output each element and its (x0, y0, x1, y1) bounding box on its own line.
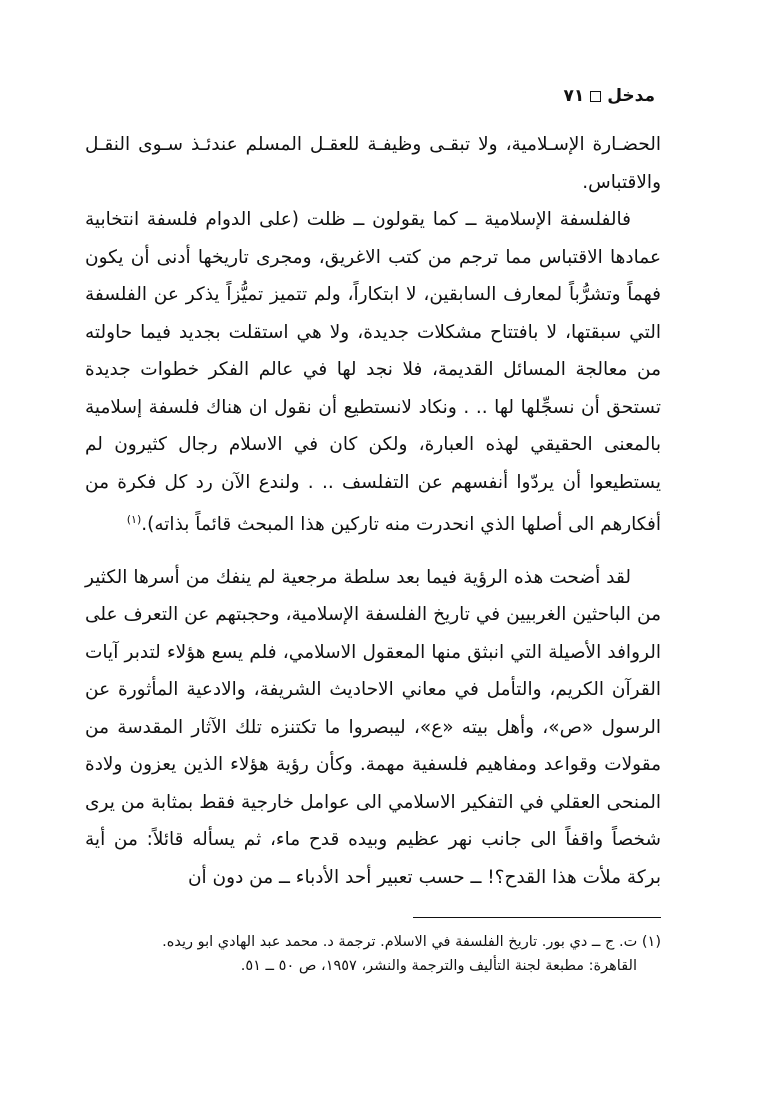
footnote-line-2: القاهرة: مطبعة لجنة التأليف والترجمة والنشر، ١٩٥٧، ص ٥٠ ــ ٥١. (240, 958, 637, 974)
footnote-divider (413, 917, 661, 918)
main-text (85, 126, 661, 896)
square-separator-icon (590, 91, 601, 102)
page-number: ٧١ (563, 86, 585, 106)
paragraph-text: فالفلسفة الإسلامية ــ كما يقولون ــ ظلت (على الدوام فلسفة انتخابية عمادها الاقتباس مما ترجم من كتب الاغريق، ومجرى تاريخها أدنى أن يكون فهماً وتشرُّباً لمعارف السابقين، لا ابتكاراً، ولم تتميز تميُّزاً يذكر عن الفلسفة التي سبقتها، لا بافتتاح مشكلات جديدة، ولا هي استقلت بجديد فيما حاولته من معالجة المسائل القديمة، فلا نجد لها في عالم الفكر خطوات جديدة تستحق أن نسجِّلها لها .. . ونكاد لانستطيع أن نقول ان هناك فلسفة إسلامية بالمعنى الحقيقي لهذه العبارة، ولكن كان في الاسلام رجال كثيرون لم يستطيعوا أن يردّوا أنفسهم عن التفلسف .. . ولندع الآن رد كل فكرة من أفكارهم الى أصلها الذي انحدرت منه تاركين هذا المبحث قائماً بذاته). (85, 209, 661, 536)
running-header (563, 86, 655, 106)
footnote-reference: (١) (126, 513, 142, 526)
paragraph-quote (85, 201, 661, 544)
paragraph: لقد أضحت هذه الرؤية فيما بعد سلطة مرجعية لم ينفك من أسرها الكثير من الباحثين الغربيين في تاريخ الفلسفة الإسلامية، وحجبتهم عن التعرف على الروافد الأصيلة التي انبثق منها المعقول الاسلامي، فلم يسع هؤلاء لتدبر آيات القرآن الكريم، والتأمل في معاني الاحاديث الشريفة، والادعية المأثورة عن الرسول «ص»، وأهل بيته «ع»، ليبصروا ما تكتنزه تلك الآثار المقدسة من مقولات وقواعد ومفاهيم فلسفية مهمة. وكأن رؤية هؤلاء الذين يعزون ولادة المنحى العقلي في التفكير الاسلامي الى عوامل خارجية فقط بمثابة من يرى شخصاً واقفاً الى جانب نهر عظيم وبيده قدح ماء، ثم يسأله قائلاً: من أية بركة ملأت هذا القدح؟! ــ حسب تعبير أحد الأدباء ــ من دون أن (85, 566, 661, 888)
paragraph: الحضـارة الإسـلامية، ولا تبقـى وظيفـة للعقـل المسلم عندئـذ سـوى النقـل والاقتباس. (85, 134, 661, 193)
footnote-line-1: (١) ت. ج ــ دي بور. تاريخ الفلسفة في الاسلام. ترجمة د. محمد عبد الهادي ابو ريده. (162, 934, 661, 950)
section-title: مدخل (607, 86, 655, 106)
footnote (75, 930, 661, 978)
